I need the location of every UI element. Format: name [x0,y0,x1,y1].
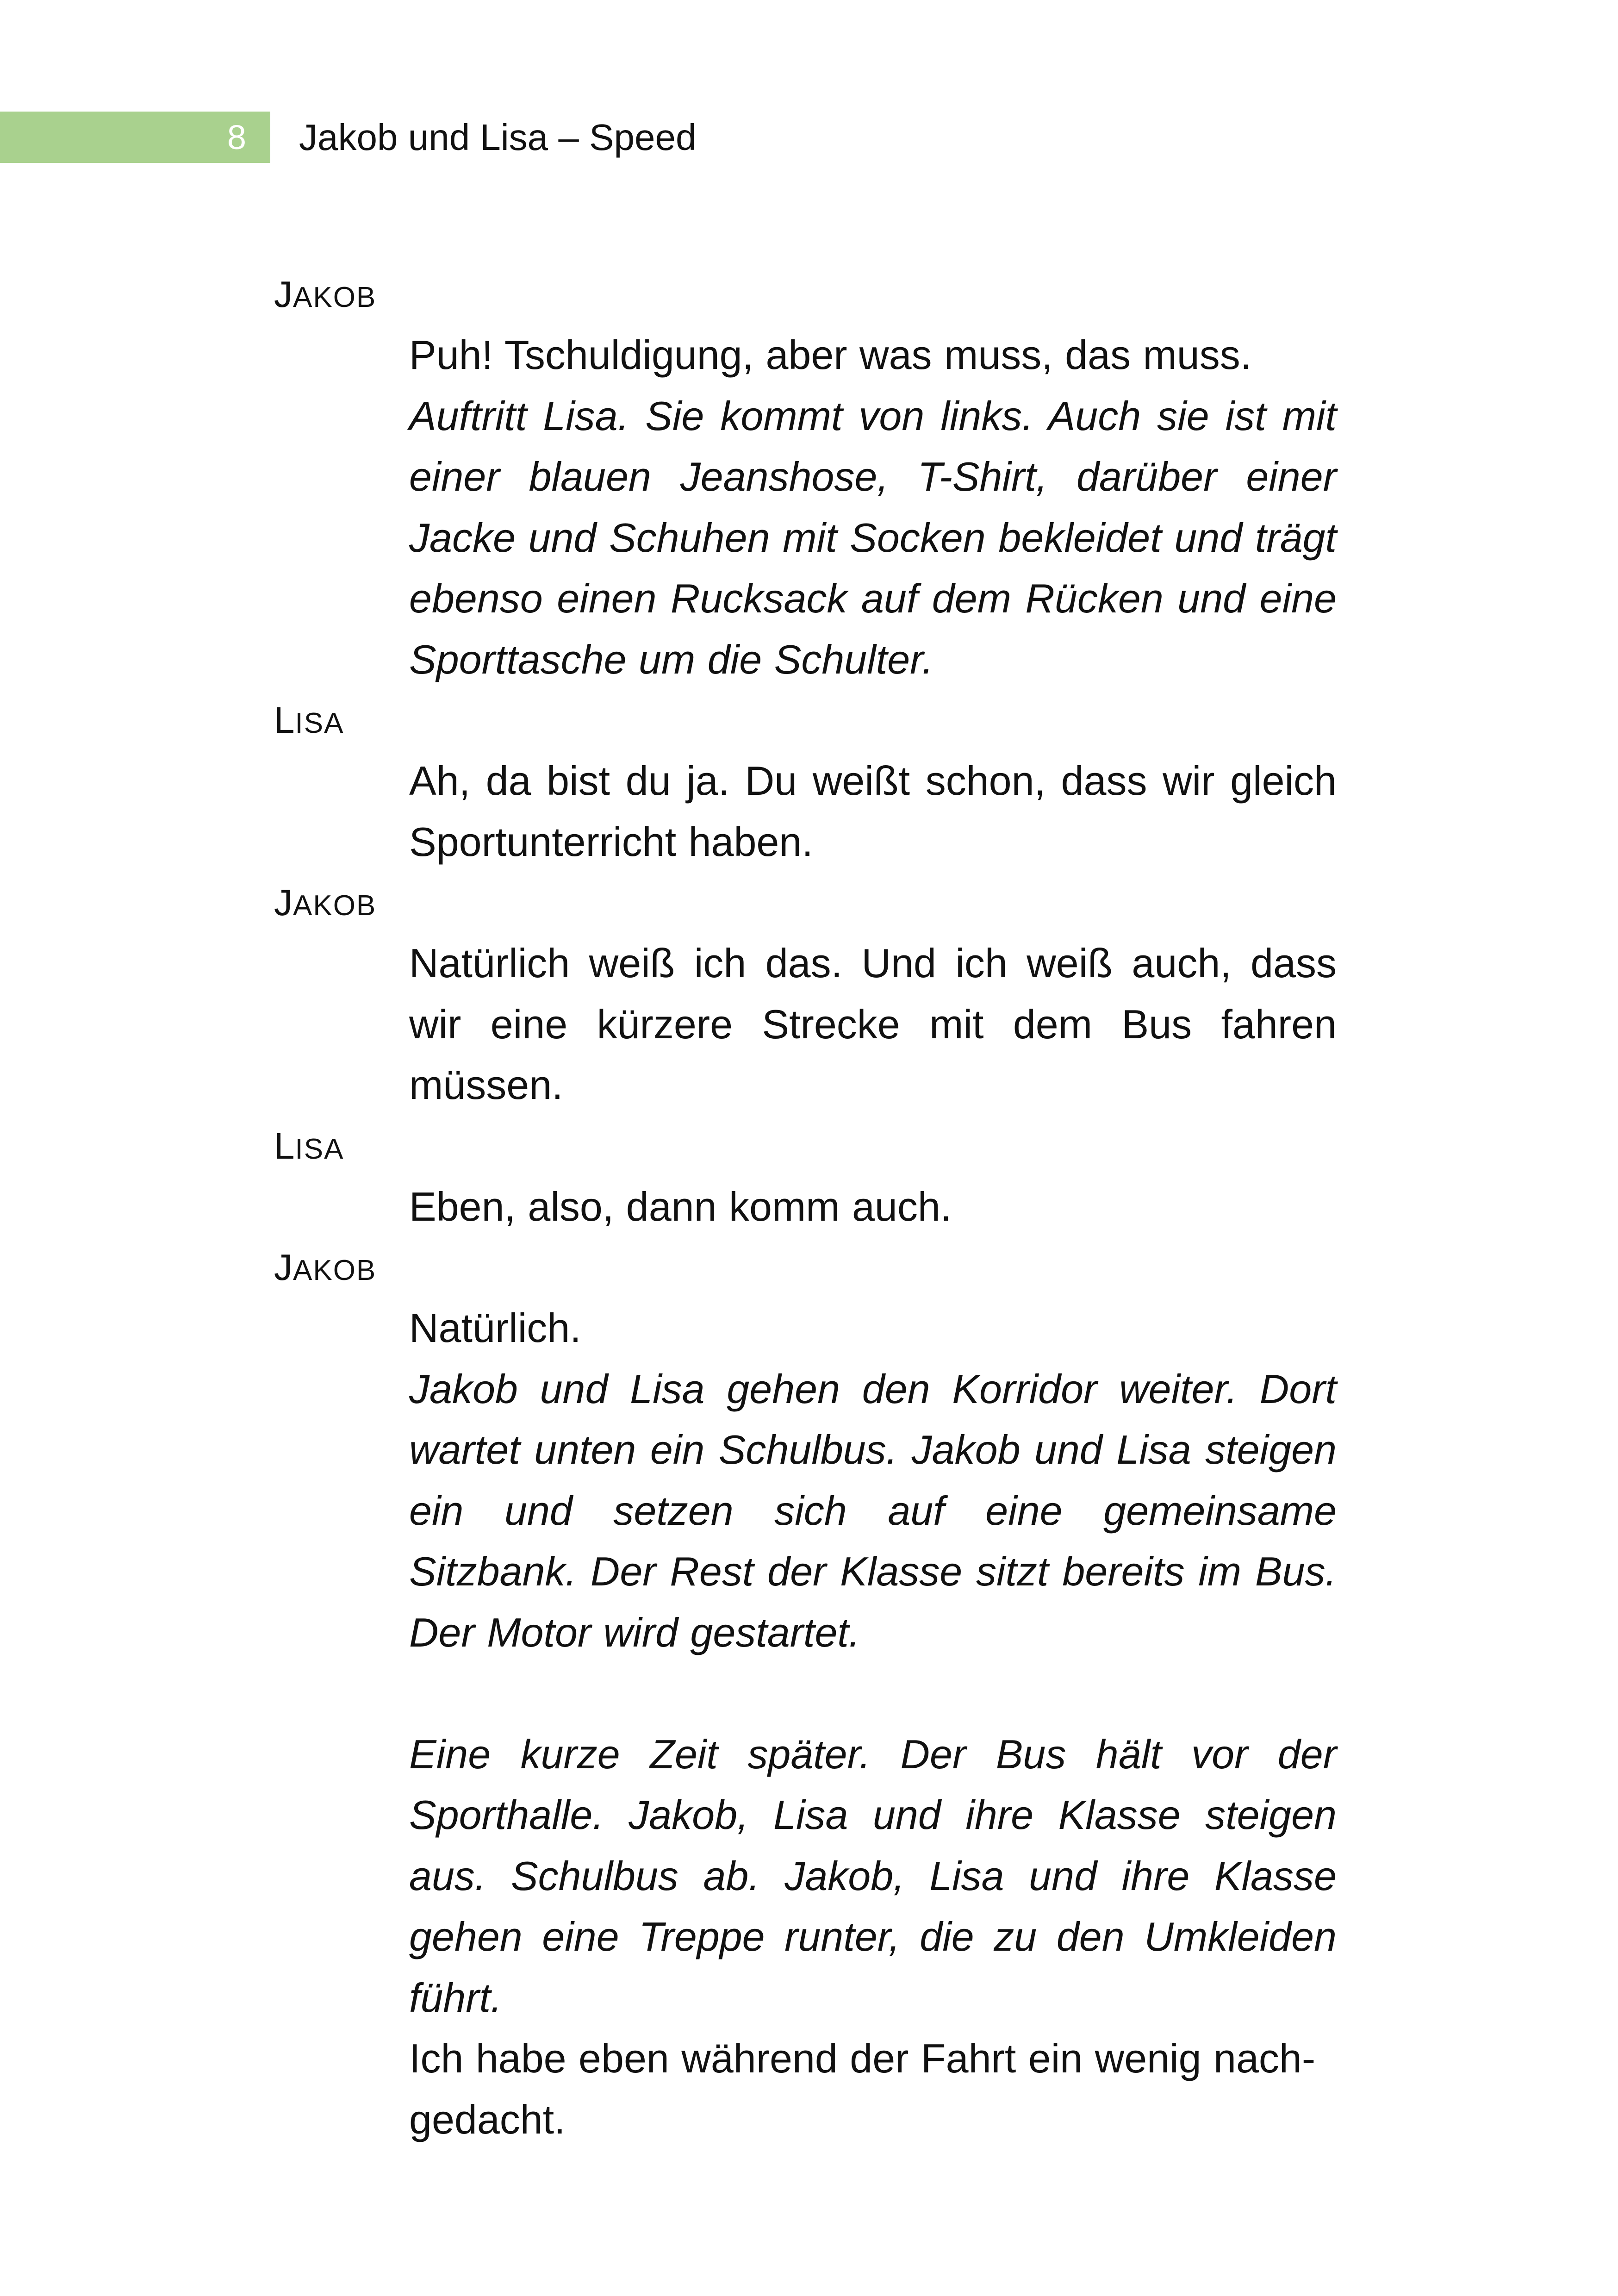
paragraph-gap [0,1663,1618,1724]
dialogue-line: Natürlich. [409,1305,581,1351]
speaker-jakob [274,264,1618,324]
dialogue-line: Natürlich weiß ich das. Und ich weiß auch, dass wir eine kürzere Strecke mit dem Bus fahren müssen. [409,940,1337,1108]
dialogue-line: Puh! Tschuldigung, aber was muss, das muss. [409,332,1252,378]
stage-direction: Jakob und Lisa gehen den Korridor weiter. Dort wartet unten ein Schulbus. Jakob und Lisa steigen ein und setzen sich auf eine gemeinsame Sitzbank. Der Rest der Klasse sitzt bereits im Bus. Der Motor wird gestartet. [409,1366,1337,1655]
speaker-lisa [274,1116,1618,1176]
running-title: Jakob und Lisa – Speed [299,117,697,158]
speaker-jakob [274,872,1618,933]
stage-direction: Eine kurze Zeit später. Der Bus hält vor der Sporthalle. Jakob, Lisa und ihre Klasse steigen aus. Schulbus ab. Jakob, Lisa und ihre Klasse gehen eine Treppe runter, die zu den Umkleiden führt. [409,1731,1337,2021]
speaker-initial: L [274,1125,295,1167]
speaker-lisa [274,690,1618,750]
speaker-rest: ISA [295,707,344,739]
dialogue-line: gedacht. [409,2096,566,2142]
dialogue-line: Eben, also, dann komm auch. [409,1183,952,1229]
page-number: 8 [227,118,246,156]
dialogue-line: Ich habe eben während der Fahrt ein wenig nach- [409,2035,1316,2081]
speaker-rest: AKOB [293,281,377,313]
speaker-rest: AKOB [293,1254,377,1286]
speaker-jakob [274,1237,1618,1298]
dialogue-line: Ah, da bist du ja. Du weißt schon, dass wir gleich Sportunterricht haben. [409,758,1337,865]
speaker-initial: J [274,882,293,923]
speaker-initial: L [274,699,295,741]
speaker-rest: ISA [295,1133,344,1165]
speaker-initial: J [274,1247,293,1288]
script-body [0,264,1618,2150]
speaker-rest: AKOB [293,890,377,922]
speaker-initial: J [274,274,293,315]
stage-direction: Auftritt Lisa. Sie kommt von links. Auch sie ist mit einer blauen Jeanshose, T-Shirt, darüber einer Jacke und Schuhen mit Socken bekleidet und trägt ebenso einen Rucksack auf dem Rücken und eine Sporttasche um die Schulter. [409,393,1337,682]
